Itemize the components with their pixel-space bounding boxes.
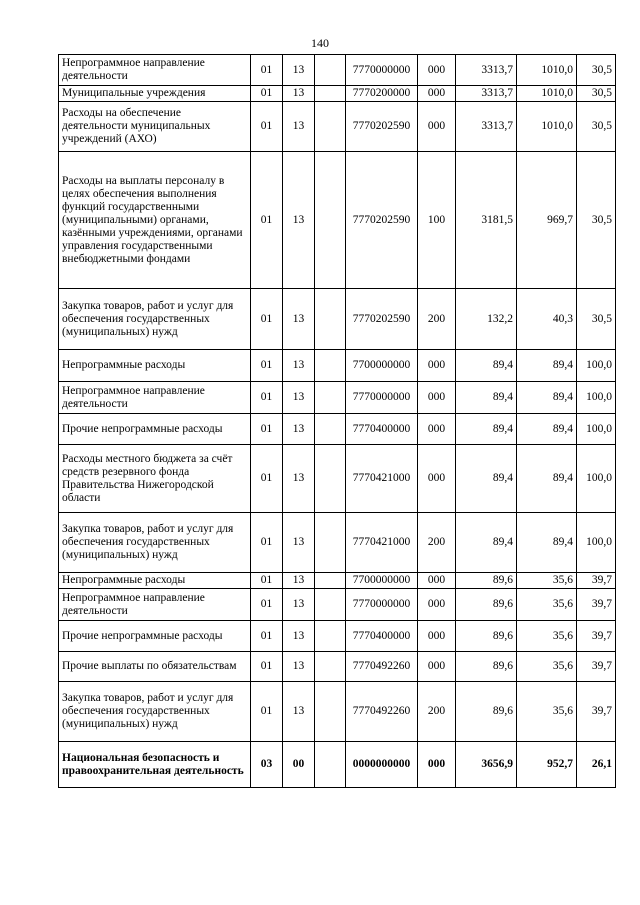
row-subsection: 13 — [283, 573, 315, 589]
row-section: 01 — [251, 573, 283, 589]
row-section: 01 — [251, 289, 283, 350]
table-row — [59, 682, 616, 742]
row-section: 01 — [251, 102, 283, 152]
row-empty-cell — [315, 513, 346, 573]
row-expense-type: 000 — [418, 652, 456, 682]
row-target-code: 7700000000 — [346, 350, 418, 382]
table-row — [59, 621, 616, 652]
row-target-code: 7770000000 — [346, 382, 418, 414]
table-body — [59, 55, 616, 788]
row-percent: 100,0 — [577, 382, 616, 414]
row-empty-cell — [315, 573, 346, 589]
row-expense-type: 000 — [418, 414, 456, 445]
row-subsection: 13 — [283, 55, 315, 86]
row-expense-type: 100 — [418, 152, 456, 289]
row-subsection: 13 — [283, 350, 315, 382]
row-name: Непрограммные расходы — [59, 573, 251, 589]
row-percent: 39,7 — [577, 573, 616, 589]
row-section: 01 — [251, 414, 283, 445]
table-row — [59, 289, 616, 350]
row-target-code: 0000000000 — [346, 742, 418, 788]
row-section: 01 — [251, 513, 283, 573]
row-empty-cell — [315, 289, 346, 350]
row-subsection: 13 — [283, 102, 315, 152]
row-subsection: 13 — [283, 445, 315, 513]
row-expense-type: 000 — [418, 102, 456, 152]
row-target-code: 7700000000 — [346, 573, 418, 589]
row-empty-cell — [315, 86, 346, 102]
row-name: Закупка товаров, работ и услуг для обеспечения государственных (муниципальных) нужд — [59, 682, 251, 742]
row-expense-type: 000 — [418, 445, 456, 513]
row-section: 01 — [251, 445, 283, 513]
row-target-code: 7770400000 — [346, 414, 418, 445]
row-subsection: 13 — [283, 86, 315, 102]
row-plan: 89,6 — [456, 652, 517, 682]
table-row — [59, 86, 616, 102]
table-row — [59, 414, 616, 445]
row-fact: 1010,0 — [517, 86, 577, 102]
row-fact: 89,4 — [517, 350, 577, 382]
row-plan: 132,2 — [456, 289, 517, 350]
row-target-code: 7770000000 — [346, 589, 418, 621]
row-name: Национальная безопасность и правоохранительная деятельность — [59, 742, 251, 788]
table-row — [59, 742, 616, 788]
table-row — [59, 382, 616, 414]
row-name: Прочие непрограммные расходы — [59, 414, 251, 445]
row-empty-cell — [315, 414, 346, 445]
row-empty-cell — [315, 682, 346, 742]
table-row — [59, 573, 616, 589]
row-fact: 969,7 — [517, 152, 577, 289]
row-plan: 3656,9 — [456, 742, 517, 788]
row-subsection: 13 — [283, 513, 315, 573]
row-subsection: 13 — [283, 289, 315, 350]
row-empty-cell — [315, 102, 346, 152]
row-subsection: 13 — [283, 414, 315, 445]
row-plan: 89,6 — [456, 573, 517, 589]
row-name: Прочие непрограммные расходы — [59, 621, 251, 652]
row-target-code: 7770421000 — [346, 513, 418, 573]
row-fact: 35,6 — [517, 573, 577, 589]
row-section: 01 — [251, 152, 283, 289]
row-target-code: 7770492260 — [346, 682, 418, 742]
row-empty-cell — [315, 445, 346, 513]
row-expense-type: 000 — [418, 86, 456, 102]
row-percent: 100,0 — [577, 445, 616, 513]
budget-table — [58, 54, 616, 788]
row-target-code: 7770421000 — [346, 445, 418, 513]
row-fact: 1010,0 — [517, 55, 577, 86]
row-subsection: 13 — [283, 652, 315, 682]
table-row — [59, 445, 616, 513]
row-subsection: 13 — [283, 621, 315, 652]
row-target-code: 7770400000 — [346, 621, 418, 652]
row-percent: 39,7 — [577, 589, 616, 621]
row-percent: 39,7 — [577, 621, 616, 652]
row-name: Расходы местного бюджета за счёт средств резервного фонда Правительства Нижегородской области — [59, 445, 251, 513]
row-fact: 35,6 — [517, 621, 577, 652]
row-empty-cell — [315, 621, 346, 652]
row-empty-cell — [315, 382, 346, 414]
row-percent: 100,0 — [577, 414, 616, 445]
row-empty-cell — [315, 652, 346, 682]
row-empty-cell — [315, 589, 346, 621]
row-percent: 100,0 — [577, 513, 616, 573]
row-empty-cell — [315, 55, 346, 86]
row-section: 01 — [251, 682, 283, 742]
row-target-code: 7770492260 — [346, 652, 418, 682]
row-plan: 3313,7 — [456, 55, 517, 86]
row-plan: 89,4 — [456, 513, 517, 573]
row-expense-type: 000 — [418, 621, 456, 652]
row-name: Муниципальные учреждения — [59, 86, 251, 102]
row-empty-cell — [315, 350, 346, 382]
row-plan: 3313,7 — [456, 102, 517, 152]
row-section: 01 — [251, 350, 283, 382]
row-expense-type: 000 — [418, 742, 456, 788]
row-section: 01 — [251, 652, 283, 682]
row-percent: 30,5 — [577, 102, 616, 152]
row-fact: 952,7 — [517, 742, 577, 788]
row-plan: 89,6 — [456, 621, 517, 652]
row-plan: 89,4 — [456, 445, 517, 513]
row-section: 01 — [251, 55, 283, 86]
row-percent: 26,1 — [577, 742, 616, 788]
row-plan: 89,4 — [456, 350, 517, 382]
row-percent: 30,5 — [577, 55, 616, 86]
row-subsection: 00 — [283, 742, 315, 788]
row-subsection: 13 — [283, 589, 315, 621]
row-name: Закупка товаров, работ и услуг для обеспечения государственных (муниципальных) нужд — [59, 289, 251, 350]
row-name: Непрограммное направление деятельности — [59, 589, 251, 621]
row-fact: 89,4 — [517, 414, 577, 445]
page-number: 140 — [311, 36, 329, 50]
table-row — [59, 102, 616, 152]
row-name: Непрограммное направление деятельности — [59, 382, 251, 414]
row-expense-type: 200 — [418, 682, 456, 742]
row-plan: 89,6 — [456, 682, 517, 742]
row-expense-type: 200 — [418, 513, 456, 573]
row-target-code: 7770202590 — [346, 102, 418, 152]
row-expense-type: 000 — [418, 382, 456, 414]
table-row — [59, 513, 616, 573]
row-subsection: 13 — [283, 152, 315, 289]
row-fact: 89,4 — [517, 382, 577, 414]
row-plan: 89,4 — [456, 414, 517, 445]
row-section: 01 — [251, 589, 283, 621]
row-expense-type: 000 — [418, 350, 456, 382]
row-fact: 35,6 — [517, 589, 577, 621]
row-name: Расходы на выплаты персоналу в целях обеспечения выполнения функций государственными (муниципальными) органами, казёнными учреждениями, органами управления государственными внебюджетными фондами — [59, 152, 251, 289]
row-expense-type: 000 — [418, 589, 456, 621]
row-expense-type: 200 — [418, 289, 456, 350]
row-expense-type: 000 — [418, 573, 456, 589]
row-target-code: 7770202590 — [346, 152, 418, 289]
row-name: Непрограммные расходы — [59, 350, 251, 382]
table-row — [59, 55, 616, 86]
row-fact: 35,6 — [517, 682, 577, 742]
row-name: Расходы на обеспечение деятельности муниципальных учреждений (АХО) — [59, 102, 251, 152]
row-section: 03 — [251, 742, 283, 788]
row-percent: 30,5 — [577, 86, 616, 102]
row-plan: 3181,5 — [456, 152, 517, 289]
row-percent: 39,7 — [577, 652, 616, 682]
row-fact: 35,6 — [517, 652, 577, 682]
row-fact: 89,4 — [517, 513, 577, 573]
row-percent: 30,5 — [577, 289, 616, 350]
row-plan: 89,4 — [456, 382, 517, 414]
row-fact: 89,4 — [517, 445, 577, 513]
table-row — [59, 152, 616, 289]
row-plan: 89,6 — [456, 589, 517, 621]
row-expense-type: 000 — [418, 55, 456, 86]
row-percent: 100,0 — [577, 350, 616, 382]
table-row — [59, 652, 616, 682]
row-fact: 40,3 — [517, 289, 577, 350]
row-target-code: 7770200000 — [346, 86, 418, 102]
row-section: 01 — [251, 86, 283, 102]
row-percent: 39,7 — [577, 682, 616, 742]
row-percent: 30,5 — [577, 152, 616, 289]
row-subsection: 13 — [283, 682, 315, 742]
row-plan: 3313,7 — [456, 86, 517, 102]
row-section: 01 — [251, 382, 283, 414]
table-row — [59, 350, 616, 382]
row-name: Непрограммное направление деятельности — [59, 55, 251, 86]
row-subsection: 13 — [283, 382, 315, 414]
row-target-code: 7770202590 — [346, 289, 418, 350]
row-name: Прочие выплаты по обязательствам — [59, 652, 251, 682]
row-name: Закупка товаров, работ и услуг для обеспечения государственных (муниципальных) нужд — [59, 513, 251, 573]
table-row — [59, 589, 616, 621]
row-empty-cell — [315, 152, 346, 289]
row-section: 01 — [251, 621, 283, 652]
row-fact: 1010,0 — [517, 102, 577, 152]
row-empty-cell — [315, 742, 346, 788]
row-target-code: 7770000000 — [346, 55, 418, 86]
